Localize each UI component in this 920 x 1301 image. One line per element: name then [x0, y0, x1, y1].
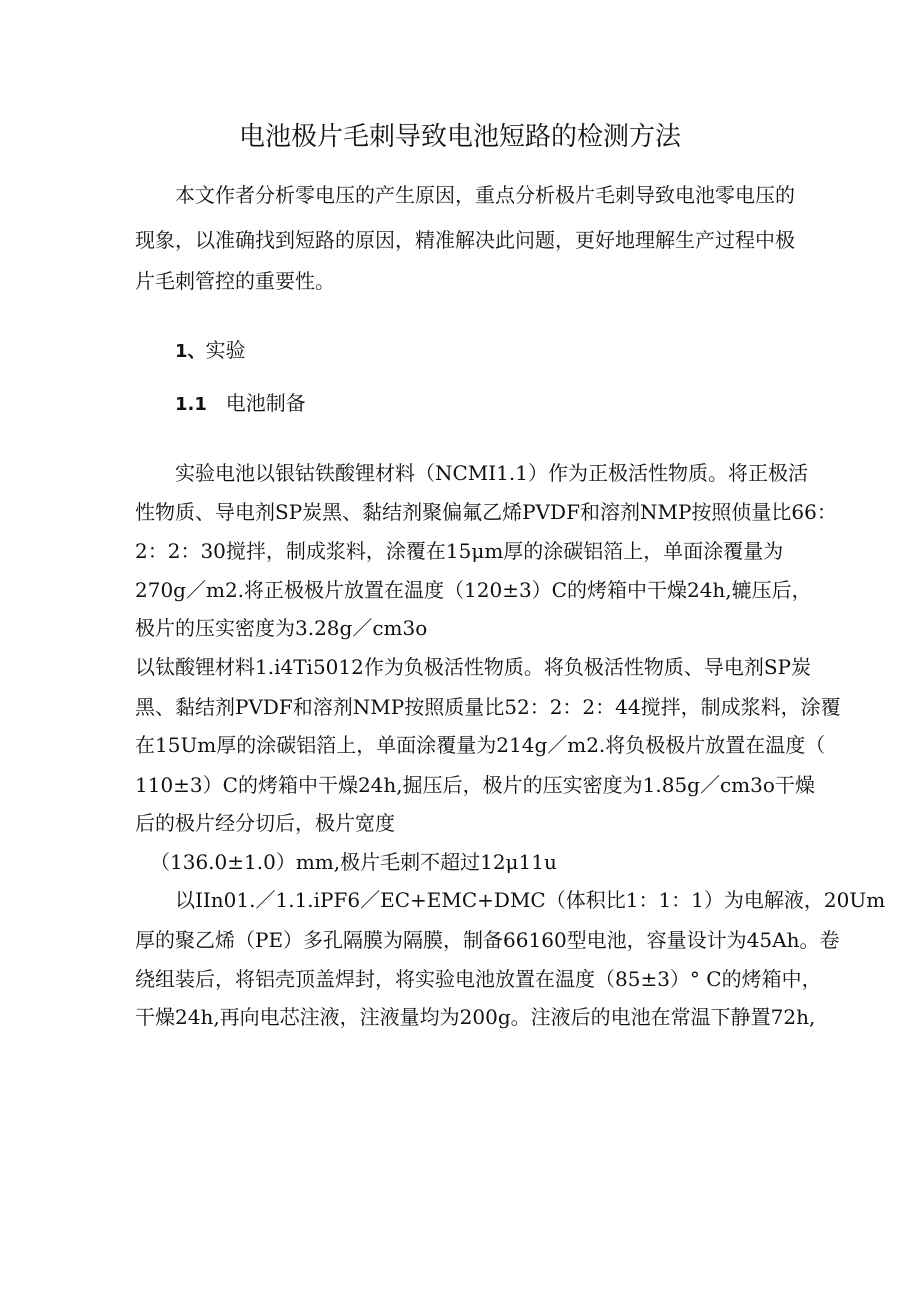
body-line: 以钛酸锂材料1.i4Ti5012作为负极活性物质。将负极活性物质、导电剂SP炭: [135, 655, 811, 679]
body-line: （136.0±1.0）mm,极片毛刺不超过12μ11u: [150, 850, 557, 874]
body-line: 在15Um厚的涂碳铝箔上，单面涂覆量为214g／m2.将负极极片放置在温度（: [135, 733, 826, 757]
section-title: 实验: [205, 338, 246, 362]
section-title: 电池制备: [225, 391, 306, 415]
body-line: 后的极片经分切后，极片宽度: [135, 811, 395, 835]
section-heading-1: [175, 336, 246, 364]
body-line: 实验电池以银钴铁酸锂材料（NCMI1.1）作为正极活性物质。将正极活: [175, 461, 808, 485]
body-line: 黑、黏结剂PVDF和溶剂NMP按照质量比52：2：2：44搅拌，制成浆料，涂覆: [135, 695, 841, 719]
intro-line: 片毛刺管控的重要性。: [135, 269, 335, 293]
body-line: 110±3）C的烤箱中干燥24h,掘压后，极片的压实密度为1.85g／cm3o干燥: [135, 773, 815, 797]
body-line: 极片的压实密度为3.28g／cm3o: [135, 616, 428, 640]
body-line: 270g／m2.将正极极片放置在温度（120±3）C的烤箱中干燥24h,辘压后，: [135, 578, 812, 602]
body-line: 以IIn01.／1.1.iPF6／EC+EMC+DMC（体积比1：1：1）为电解液，20Um: [175, 888, 886, 912]
body-line: 干燥24h,再向电芯注液，注液量均为200g。注液后的电池在常温下静置72h,: [135, 1005, 816, 1029]
intro-line: 现象，以准确找到短路的原因，精准解决此问题，更好地理解生产过程中极: [135, 228, 795, 252]
body-line: 2：2：30搅拌，制成浆料，涂覆在15μm厚的涂碳铝箔上，单面涂覆量为: [135, 539, 784, 563]
document-title: 电池极片毛刺导致电池短路的检测方法: [238, 122, 681, 152]
body-line: 厚的聚乙烯（PE）多孔隔膜为隔膜，制备66160型电池，容量设计为45Ah。卷: [135, 928, 840, 952]
section-number: 1.1: [175, 394, 207, 415]
body-line: 性物质、导电剂SP炭黑、黏结剂聚偏氟乙烯PVDF和溶剂NMP按照侦量比66：: [135, 500, 837, 524]
body-line: 绕组装后，将铝壳顶盖焊封，将实验电池放置在温度（85±3）° C的烤箱中，: [135, 967, 822, 991]
section-number: 1、: [175, 341, 206, 362]
intro-line: 本文作者分析零电压的产生原因，重点分析极片毛刺导致电池零电压的: [175, 183, 795, 207]
section-heading-1-1: [175, 389, 306, 417]
